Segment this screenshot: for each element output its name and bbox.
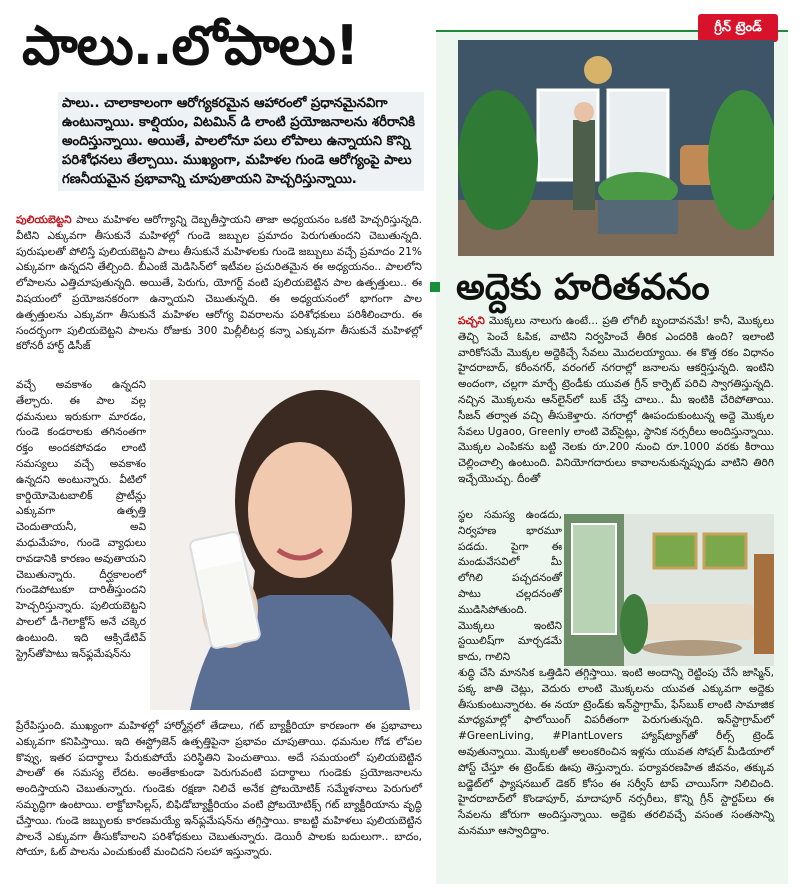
right-body-top: [458, 314, 774, 488]
green-living-room-photo: [564, 514, 774, 666]
lead-word-right: పచ్చని: [458, 315, 485, 327]
woman-drinking-milk-photo: [150, 380, 420, 710]
body-text-top: పాలు మహిళల ఆరోగ్యాన్ని దెబ్బతీస్తాయని తాజా అధ్యయనం ఒకటి హెచ్చరిస్తున్నది. వీటిని ఎక్కువగా తీసుకునే మహిళల్లో గుండె జబ్బుల ప్రమాదం పెరుగుతుందని చెబుతున్నది. పురుషులతో పోలిస్తే పులియబెట్టని పాలు తీసుకునే మహిళలకు గుండె జబ్బులు వచ్చే ప్రమాదం 21% ఎక్కువగా ఉన్నదని తేల్చింది. బీఎంజే మెడిసిన్‌లో ఇటీవల ప్రచురితమైన ఈ అధ్యయనం.. పాలలోని లోపాలను ఎత్తిచూపుతున్నది. అయితే, పెరుగు, యోగర్ట్ వంటి పులియబెట్టిన పాల ఉత్పత్తులు.. ఈ విషయంలో ప్రయోజనకరంగా ఉన్నాయని చెబుతున్నది. ఈ అధ్యయనంలో భాగంగా పాల ఉత్పత్తులను ఎక్కువగా తీసుకునే మహిళల ఆరోగ్య వివరాలను పరిశోధకులు పరిశీలించారు. ఈ సందర్భంగా పులియబెట్టని పాలను రోజుకు 300 మిల్లీలీటర్ల కన్నా ఎక్కువగా తీసుకునే మహిళల్లో కరోనరీ హార్ట్ డిసీజ్: [16, 214, 422, 353]
left-body-top: [16, 213, 422, 355]
lead-word: పులియబెట్టని: [16, 214, 72, 226]
intro-paragraph: పాలు.. చాలాకాలంగా ఆరోగ్యకరమైన ఆహారంలో ప్రధానమైనవిగా ఉంటున్నాయి. కాల్షియం, విటమిన్ డి లాంటి ప్రయోజనాలను శరీరానికి అందిస్తున్నాయి. అయితే, పాలలోనూ పలు లోపాలు ఉన్నాయని కొన్ని పరిశోధనలు తేల్చాయి. ముఖ్యంగా, మహిళల గుండె ఆరోగ్యంపై పాలు గణనీయమైన ప్రభావాన్ని చూపుతాయని హెచ్చరిస్తున్నాయి.: [58, 92, 424, 191]
left-body-bottom: ప్రేరేపిస్తుంది. ముఖ్యంగా మహిళల్లో హార్మోన్లలో తేడాలు, గట్ బ్యాక్టీరియా కారణంగా ఈ ప్రభావాలు ఎక్కువగా కనిపిస్తాయి. ఇది ఈస్ట్రోజెన్ ఉత్పత్తిపైనా ప్రభావం చూపుతాయి. ధమనుల గోడ లోపల కొవ్వు, ఇతర పదార్థాలు పేరుకుపోయే పరిస్థితిని పెంచుతాయి. అదే సమయంలో పులియబెట్టిన పాలతో ఈ సమస్య లేదట. అంతేకాకుండా పెరుగువంటి పదార్థాలు గుండెకు ప్రయోజనాలను అందిస్తాయని చెబుతున్నారు. గుండెకు రక్షణా నిలిచే అనేక ప్రోబయోటిక్ సమ్మేళనాలు పెరుగులో సమృద్ధిగా ఉంటాయి. లాక్టోబాసిల్లస్, బిఫిడోబ్యాక్టీరియం వంటి ప్రోబయోటిక్స్ గట్ బ్యాక్టీరియాను వృద్ధి చేస్తాయి. గుండె జబ్బులకు కారణమయ్యే ఇన్‌ఫ్లమేషన్‌ను తగ్గిస్తాయి. కాబట్టి మహిళలు పులియబెట్టిన పాలనే ఎక్కువగా తీసుకోవాలని పరిశోధకులు చెబుతున్నారు. డెయిరీ పాలకు బదులుగా.. బాదం, సోయా, ఓట్ పాలను ఎంచుకుంటే మంచిదని సలహా ఇస్తున్నారు.: [16, 720, 422, 859]
headline-rent-garden: అద్దెకు హరితవనం: [456, 267, 710, 308]
left-body-wrap: వచ్చే అవకాశం ఉన్నదని తేల్చారు. ఈ పాల వల్ల ధమనులు ఇరుకుగా మారడం, గుండె కండరాలకు తగినంతగా రక్తం అందకపోవడం లాంటి సమస్యలు వచ్చే అవకాశం ఉన్నదని అంటున్నారు. వీటిలో కార్డియోమెటబాలిక్ ప్రొటీన్లు ఎక్కువగా ఉత్పత్తి చెందుతాయనీ, అవి మధుమేహం, గుండె వ్యాధులు రావడానికి కారణం అవుతాయని చెబుతున్నారు. దీర్ఘకాలంలో గుండెపోటుకూ దారితీస్తుందని హెచ్చరిస్తున్నారు. పులియబెట్టని పాలలో డీ-గెలాక్టోస్ అనే చక్కెర ఉంటుంది. ఇది ఆక్సిడేటివ్ స్ట్రెస్‌తోపాటు ఇన్‌ఫ్లమేషన్‌ను: [16, 379, 146, 660]
indoor-plants-photo: [458, 40, 774, 256]
body-text-right-top: మొక్కలు నాలుగు ఉంటే... ప్రతి లోగిలీ బృందావనమే! కానీ, మొక్కలు తెచ్చి పెంచే ఓపిక, వాటిని నిర్వహించే తీరిక ఎందరికి ఉంది? ఇలాంటి వారికోసమే మొక్కల అద్దెకిచ్చే సేవలు మొదలయ్యాయి. ఈ కొత్త రకం విధానం హైదరాబాద్, కరీంనగర్, వరంగల్ నగరాల్లో జనాలను ఆకర్షిస్తున్నది. ఇంటిని అందంగా, చల్లగా మార్చే ట్రెండీకు యువత గ్రీన్ కార్పెట్ పరిచి స్వాగతిస్తున్నది. నచ్చిన మొక్కలను ఆన్‌లైన్‌లో బుక్ చేస్తే చాలు.. మీ ఇంటికి చేరిపోతాయి. సీజన్ తర్వాత వచ్చి తీసుకెళ్తారు. నగరాల్లో ఊపందుకుంటున్న అద్దె మొక్కల సేవలు Ugaoo, Greenly లాంటి వెబ్‌సైట్లు, స్థానిక నర్సరీలు అందిస్తున్నాయి. మొక్కల ఎంపికను బట్టి నెలకు రూ.200 నుంచి రూ.1000 వరకు కిరాయి చెల్లించాల్సి ఉంటుంది. వినియోగదారులు కావాలనుకున్నప్పుడు వాటిని తిరిగి ఇచ్చేయొచ్చు. దీంతో: [458, 315, 774, 485]
right-body-bottom: శుద్ధి చేసి మానసిక ఒత్తిడిని తగ్గిస్తాయి. ఇంటి అందాన్ని రెట్టింపు చేసే జాస్మిన్, పక్క జాతి చెట్లు, వెదురు లాంటి మొక్కలను యువత ఎక్కువగా అద్దెకు తీసుకుంటున్నారట. ఈ నయా ట్రెండ్‌కు ఇన్‌స్టాగ్రామ్, ఫేస్‌బుక్ లాంటి సామాజిక మాధ్యమాల్లో ఫాలోయింగ్ విపరీతంగా పెరుగుతున్నది. ఇన్‌స్టాగ్రామ్‌లో #GreenLiving, #PlantLovers హ్యాష్‌ట్యాగ్‌తో రీల్స్ ట్రెండ్ అవుతున్నాయి. మొక్కలతో అలంకరించిన ఇళ్లను యువత సోషల్ మీడియాలో పోస్ట్ చేస్తూ ఈ ట్రెండ్‌కు ఊపు తెస్తున్నారు. పర్యావరణహిత జీవనం, తక్కువ బడ్జెట్‌లో ఫ్యాషనబుల్ డెకర్ కోసం ఈ సర్వీస్ టాప్ చాయిస్‌గా నిలిచింది. హైదరాబాద్‌లో కొండాపూర్, మాదాపూర్ నర్సరీలు, కొన్ని గ్రీన్ స్టార్టప్‌లు ఈ సేవలను జోరుగా అందిస్తున్నాయి. అద్దెకు తరలివచ్చే వసంత సంతసాన్ని మనమూ ఆస్వాదిద్దాం.: [458, 667, 774, 837]
headline-milk: పాలు..లోపాలు!: [22, 14, 359, 77]
green-trend-tag: గ్రీన్ ట్రెండ్: [698, 14, 778, 42]
right-body-wrap: స్థల సమస్య ఉండదు, నిర్వహణ భారమూ పడదు. పైగా ఈ మండువేసవిలో మీ లోగిలి పచ్చదనంతో పాటు చల్లదనంతో ముడిసిపోతుంది. మొక్కలు ఇంటిని స్టయిలిష్‌గా మార్చడమే కాదు, గాలిని: [458, 509, 562, 664]
